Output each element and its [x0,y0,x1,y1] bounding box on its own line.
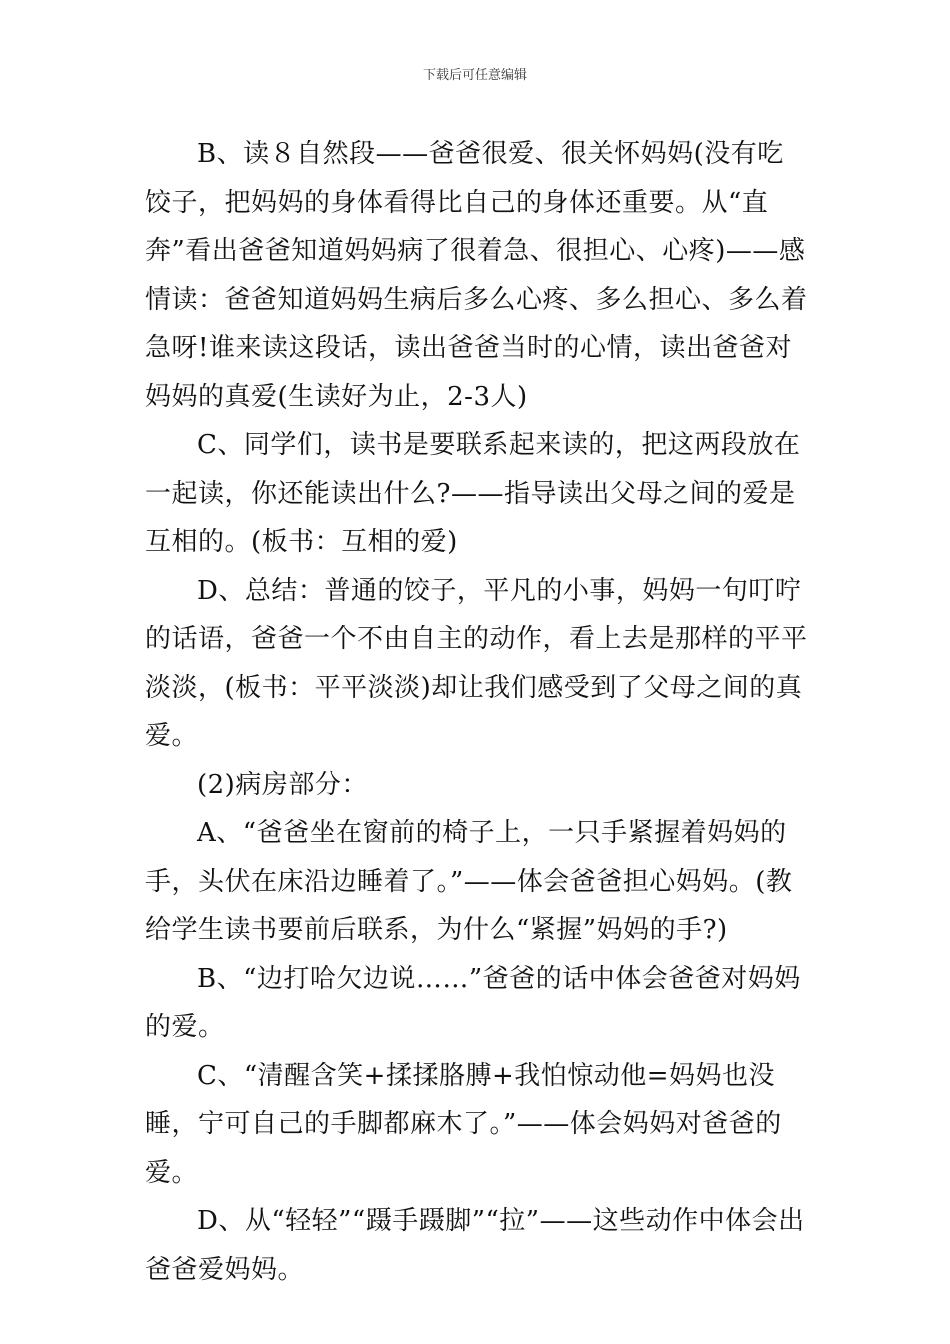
page-header: 下载后可任意编辑 [422,68,527,83]
paragraph-c-read-together: C、同学们，读书是要联系起来读的，把这两段放在一起读，你还能读出什么?——指导读出父母之间的爱是互相的。(板书：互相的爱) [145,430,801,557]
paragraph-d-ward: D、从“轻轻”“蹑手蹑脚”“拉”——这些动作中体会出爸爸爱妈妈。 [145,1206,805,1285]
paragraph-b-read-section-8: B、读８自然段——爸爸很爱、很关怀妈妈(没有吃饺子，把妈妈的身体看得比自己的身体还重要。从“直奔”看出爸爸知道妈妈病了很着急、很担心、心疼)——感情读：爸爸知道妈妈生病后多么心疼、多么担心、多么着急呀!谁来读这段话，读出爸爸当时的心情，读出爸爸对妈妈的真爱(生读好为止，2-3人) [145,139,808,412]
paragraph-b-ward: B、“边打哈欠边说……”爸爸的话中体会爸爸对妈妈的爱。 [145,963,801,1042]
paragraph-a-ward: A、“爸爸坐在窗前的椅子上，一只手紧握着妈妈的手，头伏在床沿边睡着了。”——体会爸爸担心妈妈。(教给学生读书要前后联系，为什么“紧握”妈妈的手?) [145,818,793,945]
paragraph-ward-heading: (2)病房部分： [197,769,368,800]
paragraph-c-ward: C、“清醒含笑+揉揉胳膊+我怕惊动他=妈妈也没睡，宁可自己的手脚都麻木了。”——体会妈妈对爸爸的爱。 [145,1060,782,1188]
paragraph-d-summary: D、总结：普通的饺子，平凡的小事，妈妈一句叮咛的话语，爸爸一个不由自主的动作，看上去是那样的平平淡淡，(板书：平平淡淡)却让我们感受到了父母之间的真爱。 [145,575,808,751]
document-body [145,130,810,1294]
